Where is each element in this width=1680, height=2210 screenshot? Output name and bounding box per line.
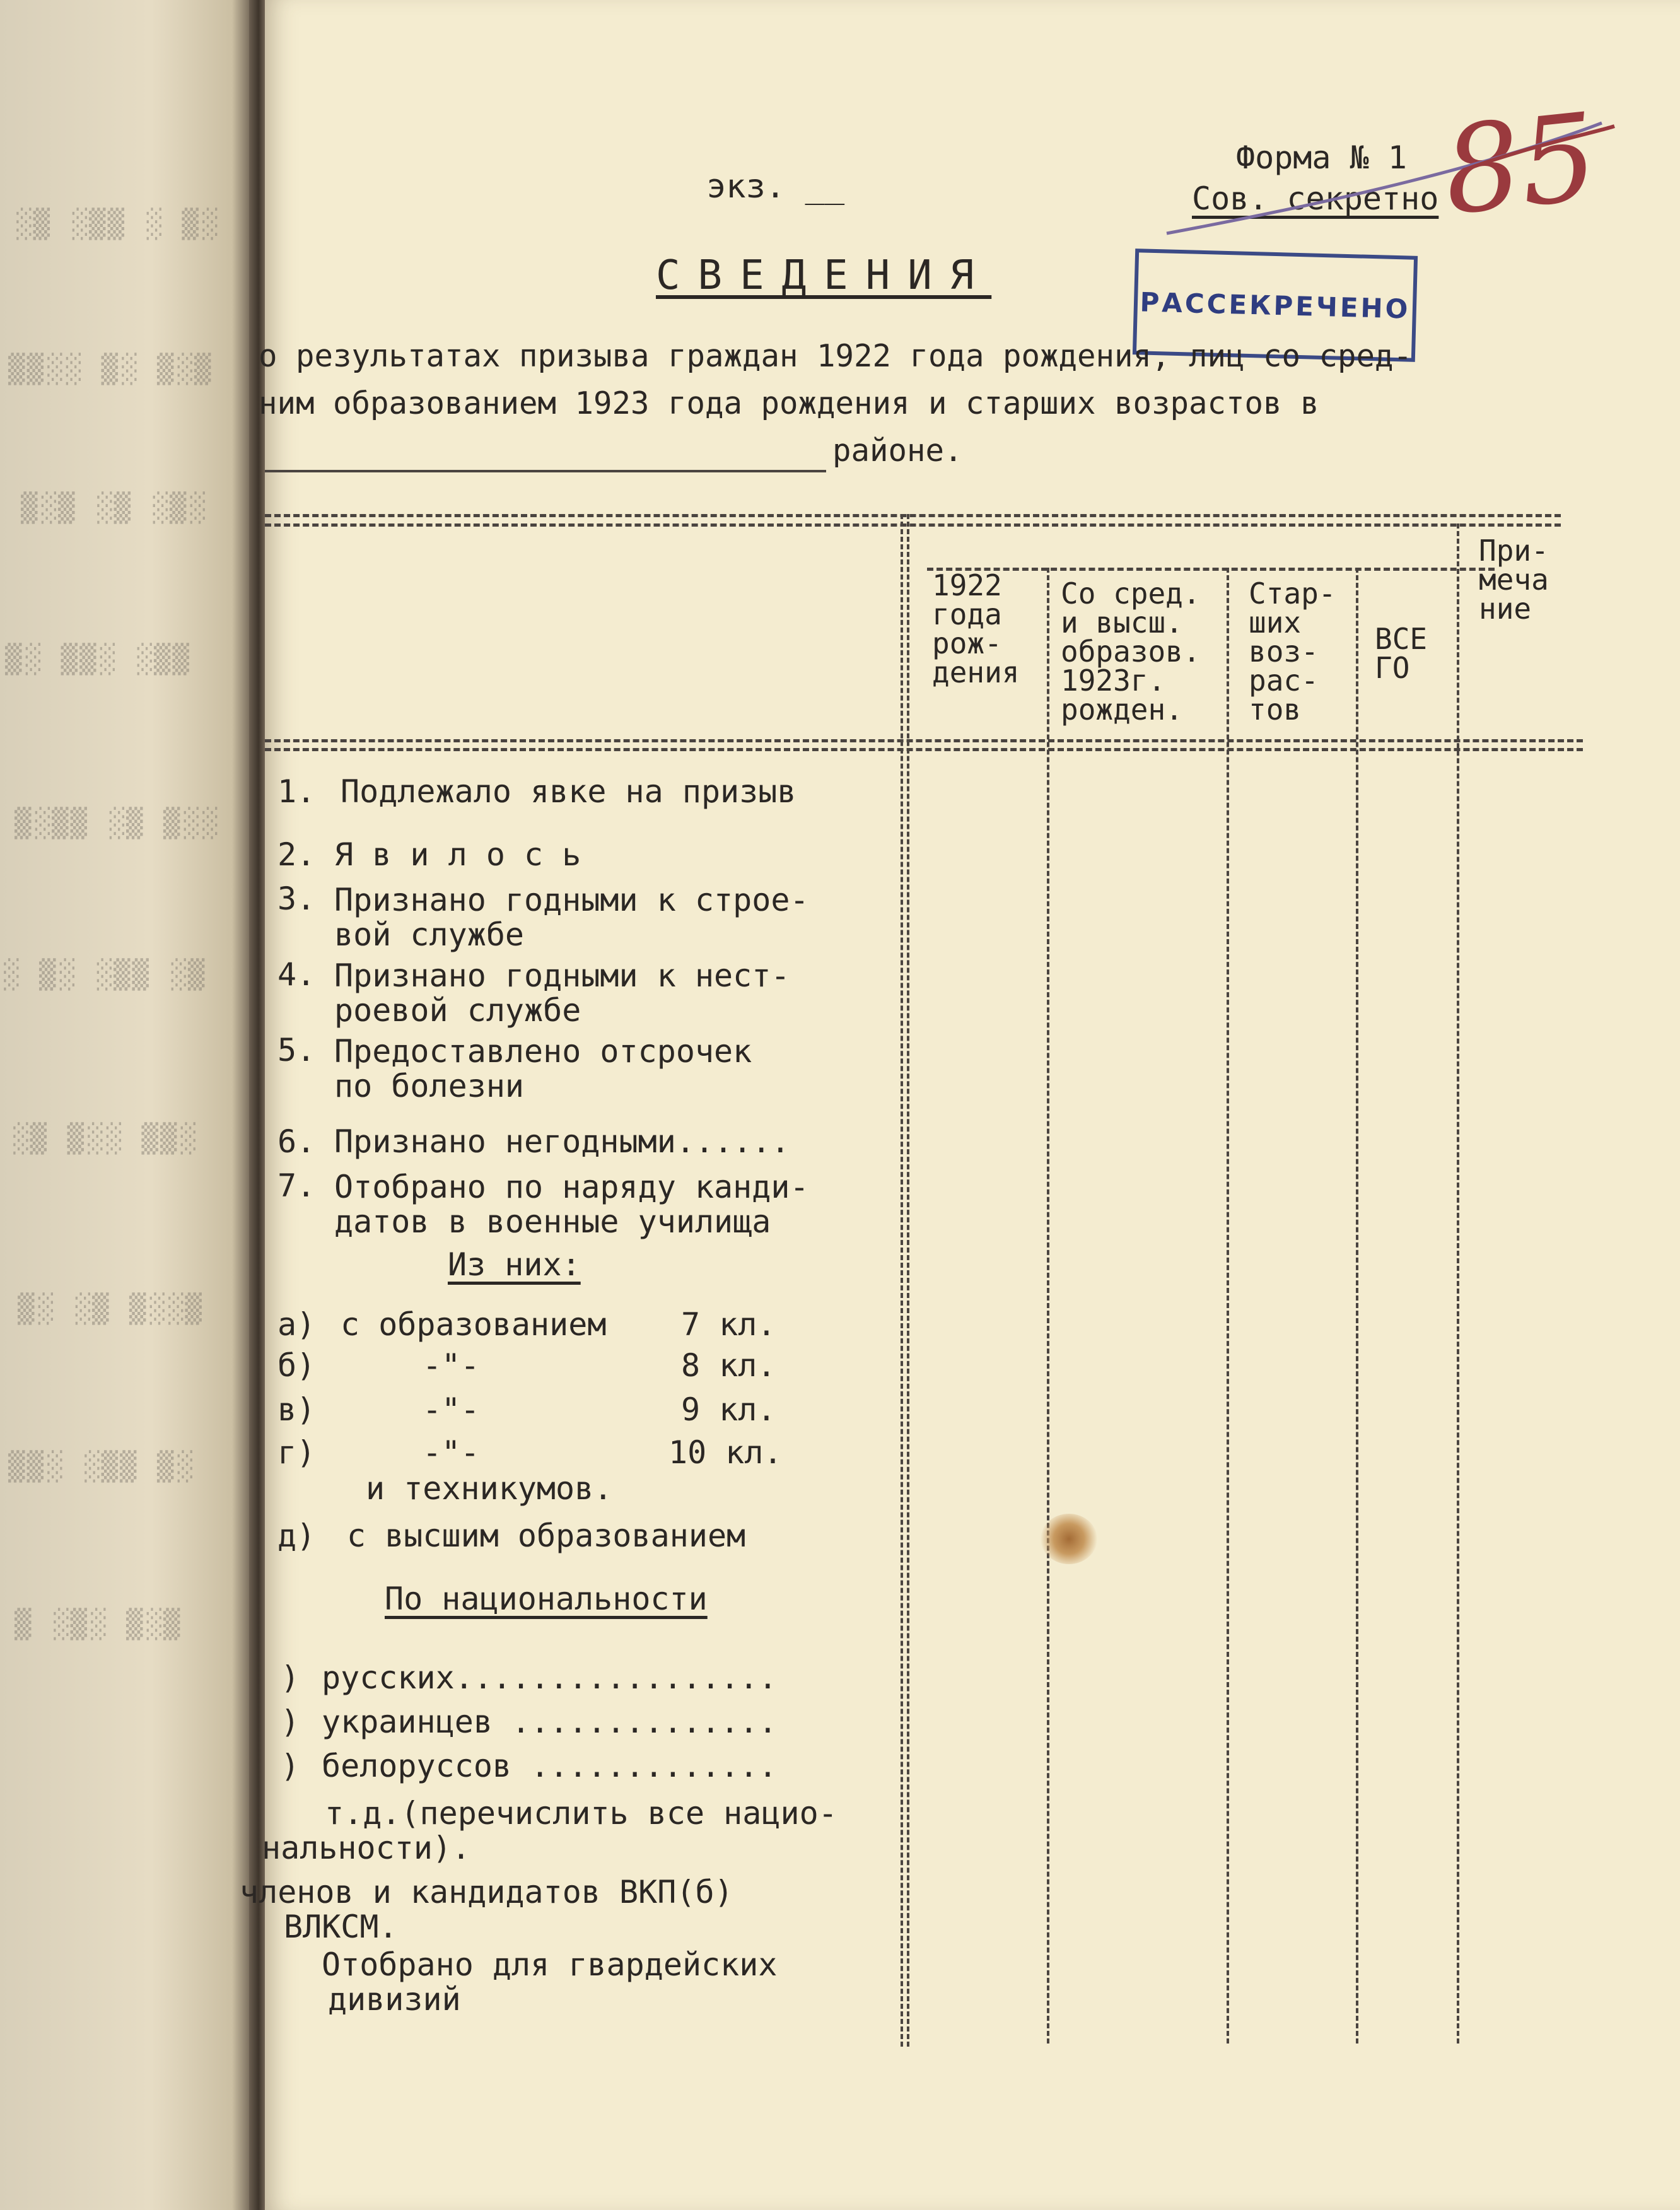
sub-row-grade: 9 кл. [681, 1391, 776, 1428]
technicum-line: и техникумов. [366, 1470, 613, 1507]
etc-line-2: нальности). [262, 1830, 471, 1866]
column-divider [1457, 523, 1459, 2043]
subtitle-line-1: о результатах призыва граждан 1922 года рождения, лиц со сред- [259, 338, 1413, 374]
row-label: Признано годными к нест- роевой службе [334, 957, 790, 1029]
document-page [240, 0, 1680, 2210]
sub-row-mark: б) [277, 1347, 316, 1384]
column-header-note: При- меча ние [1479, 534, 1549, 626]
column-divider [1356, 568, 1358, 2043]
row-number: 6. [277, 1123, 316, 1160]
row-label: Признано негодными...... [334, 1123, 790, 1160]
column-divider-2 [907, 514, 909, 2047]
table-top-rule [265, 514, 1561, 517]
form-label: Форма № 1 [1236, 139, 1407, 176]
header-bottom-rule [265, 739, 1583, 742]
row-label: Я в и л о с ь [334, 836, 581, 873]
stamp-text: РАССЕКРЕЧЕНО [1139, 286, 1411, 325]
sub-row-mark: а) [277, 1306, 316, 1343]
nationality-label: украинцев .............. [322, 1704, 778, 1740]
facing-page [0, 0, 252, 2210]
copy-label: экз. __ [706, 168, 845, 206]
guards-line-1: Отобрано для гвардейских [322, 1946, 778, 1983]
row-number: 5. [277, 1032, 316, 1068]
column-divider [1227, 568, 1229, 2043]
row-number: 4. [277, 956, 316, 993]
row-number: 2. [277, 836, 316, 873]
subtitle-line-3: районе. [832, 433, 963, 469]
sub-row-mark: г) [277, 1434, 316, 1471]
row-number: 3. [277, 880, 316, 917]
party-line-1: членов и кандидатов ВКП(б) [240, 1874, 733, 1910]
nationality-mark: ) [281, 1704, 300, 1740]
column-header-1922: 1922 года рож- дения [932, 568, 1020, 689]
nationality-label: русских................. [322, 1659, 778, 1696]
sub-row-mark: в) [277, 1391, 316, 1428]
document-title: СВЕДЕНИЯ [656, 252, 992, 299]
header-bottom-rule-2 [265, 748, 1583, 751]
nationality-mark: ) [281, 1748, 300, 1784]
nationality-mark: ) [281, 1659, 300, 1696]
sub-heading: Из них: [448, 1246, 581, 1283]
higher-ed-mark: д) [277, 1517, 316, 1554]
nationality-label: белоруссов ............. [322, 1748, 778, 1784]
guards-line-2: дивизий [328, 1981, 461, 2018]
higher-ed-label: с высшим образованием [347, 1517, 746, 1554]
district-blank-line [265, 470, 826, 472]
column-divider [1047, 568, 1049, 2043]
sub-row-label: с образованием [341, 1306, 607, 1343]
secrecy-label: Сов. секретно [1192, 180, 1439, 217]
column-header-total: ВСЕ ГО [1375, 622, 1428, 685]
nationality-heading: По национальности [385, 1581, 708, 1617]
column-header-secondary-higher: Со сред. и высш. образов. 1923г. рожден. [1061, 576, 1201, 727]
table-top-rule-2 [265, 523, 1561, 527]
sub-row-grade: 7 кл. [681, 1306, 776, 1343]
row-label: Подлежало явке на призыв [341, 773, 796, 810]
row-label: Признано годными к строе- вой службе [334, 882, 809, 953]
row-label: Отобрано по наряду канди- датов в военные училища [334, 1169, 809, 1240]
party-line-2: ВЛКСМ. [284, 1909, 398, 1945]
etc-line-1: т.д.(перечислить все нацио- [325, 1795, 837, 1832]
row-label: Предоставлено отсрочек по болезни [334, 1033, 752, 1104]
column-header-older: Стар- ших воз- рас- тов [1249, 576, 1336, 727]
sub-row-grade: 8 кл. [681, 1347, 776, 1384]
sub-row-label: -"- [423, 1347, 480, 1384]
folio-number: 85 [1437, 86, 1604, 242]
column-divider [901, 514, 903, 2047]
row-number: 7. [277, 1167, 316, 1204]
sub-row-grade: 10 кл. [668, 1434, 783, 1471]
row-number: 1. [277, 773, 316, 810]
sub-row-label: -"- [423, 1434, 480, 1471]
sub-row-label: -"- [423, 1391, 480, 1428]
subtitle-line-2: ним образованием 1923 года рождения и старших возрастов в [259, 385, 1319, 421]
ink-stain [1041, 1514, 1097, 1564]
bleed-through-text: ░▒ ░ ▒▒░ ▒░ ▒░▒ ░▒ ░░▒▒ ░▒░ ▒░ ▒░▒ ▒▒░ ░▒▒ ░▒ ░░▒ ▒░ ▒▒░▒ ▒░ ▒▒░ ░▒ ░ ░▒▒ ░░▒ ▒░ ▒░░▒ ▒░ ░▒ ░▒ ▒▒░ ░▒▒ ▒░▒ ░▒░ ▒ [0, 208, 218, 1640]
